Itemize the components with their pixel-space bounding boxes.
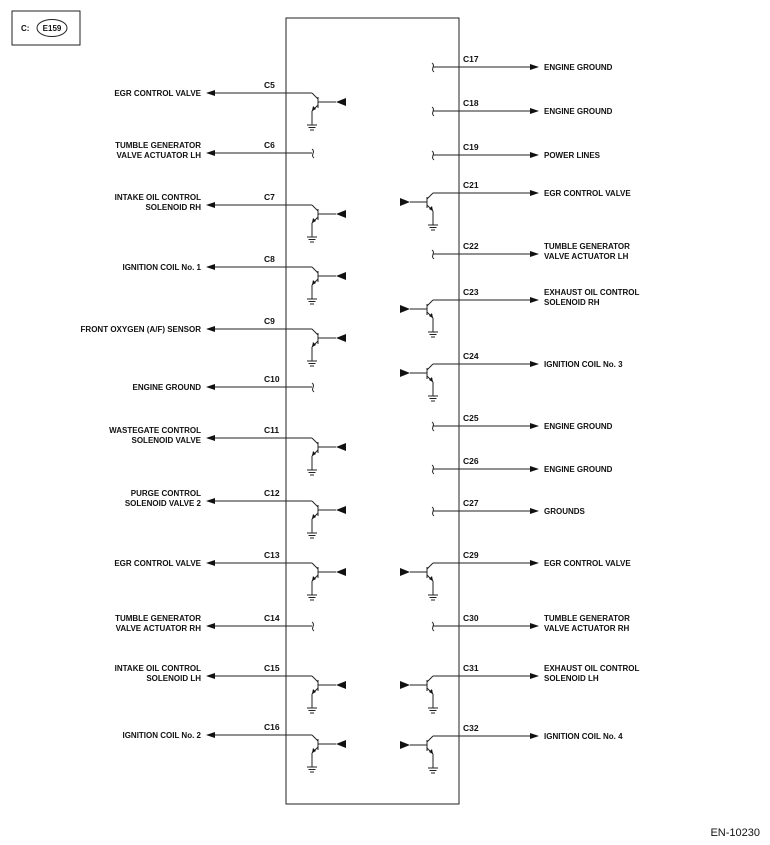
pin-destination-label — [544, 288, 640, 307]
label-line: ENGINE GROUND — [544, 107, 613, 116]
pin-c14 — [115, 613, 314, 633]
output-arrow — [206, 264, 215, 270]
pin-c31 — [400, 663, 640, 713]
pin-c24 — [400, 351, 623, 401]
pin-destination-label — [544, 107, 613, 116]
transistor-symbol — [307, 205, 346, 242]
output-arrow — [206, 384, 215, 390]
ground-symbol — [307, 462, 317, 475]
label-line: IGNITION COIL No. 2 — [122, 731, 201, 740]
pin-destination-label — [544, 360, 623, 369]
pin-destination-label — [125, 489, 202, 508]
output-arrow — [530, 251, 539, 257]
pin-destination-label — [114, 89, 201, 98]
transistor-symbol — [307, 438, 346, 475]
drive-arrow — [400, 681, 410, 689]
drive-arrow — [400, 741, 410, 749]
ground-symbol — [307, 525, 317, 538]
pin-number: C9 — [264, 316, 275, 326]
label-line: SOLENOID LH — [146, 674, 201, 683]
output-arrow — [206, 435, 215, 441]
ground-symbol — [307, 353, 317, 366]
output-arrow — [206, 673, 215, 679]
ground-symbol — [307, 229, 317, 242]
label-line: EXHAUST OIL CONTROL — [544, 288, 640, 297]
pin-destination-label — [109, 426, 202, 445]
pin-number: C15 — [264, 663, 280, 673]
pin-c16 — [122, 722, 346, 772]
pin-number: C32 — [463, 723, 479, 733]
diagram-code: EN-10230 — [710, 827, 760, 839]
label-line: IGNITION COIL No. 4 — [544, 732, 623, 741]
pin-destination-label — [544, 664, 640, 683]
output-arrow — [206, 202, 215, 208]
pin-c13 — [114, 550, 346, 600]
output-arrow — [530, 152, 539, 158]
output-arrow — [530, 64, 539, 70]
output-arrow — [530, 108, 539, 114]
pin-c29 — [400, 550, 631, 600]
ground-symbol — [428, 388, 438, 401]
pin-number: C17 — [463, 54, 479, 64]
pin-destination-label — [133, 383, 202, 392]
pin-number: C29 — [463, 550, 479, 560]
label-line: ENGINE GROUND — [544, 465, 613, 474]
output-arrow — [206, 498, 215, 504]
label-line: TUMBLE GENERATOR — [544, 614, 630, 623]
label-line: FRONT OXYGEN (A/F) SENSOR — [80, 325, 201, 334]
pin-c11 — [109, 425, 346, 475]
label-line: EGR CONTROL VALVE — [114, 559, 201, 568]
drive-arrow — [336, 210, 346, 218]
pin-destination-label — [122, 263, 201, 272]
label-line: TUMBLE GENERATOR — [544, 242, 630, 251]
label-line: ENGINE GROUND — [132, 383, 201, 392]
label-line: ENGINE GROUND — [544, 63, 613, 72]
pin-number: C18 — [463, 98, 479, 108]
pin-number: C27 — [463, 498, 479, 508]
pin-number: C14 — [264, 613, 280, 623]
pin-destination-label — [544, 614, 630, 633]
label-line: VALVE ACTUATOR RH — [115, 624, 201, 633]
transistor-symbol — [400, 736, 438, 773]
output-arrow — [206, 326, 215, 332]
drive-arrow — [400, 568, 410, 576]
pin-destination-label — [115, 614, 201, 633]
pin-number: C12 — [264, 488, 280, 498]
label-line: VALVE ACTUATOR LH — [116, 151, 201, 160]
pin-number: C25 — [463, 413, 479, 423]
output-arrow — [206, 150, 215, 156]
transistor-symbol — [307, 676, 346, 713]
label-line: TUMBLE GENERATOR — [115, 614, 201, 623]
label-line: SOLENOID VALVE — [131, 436, 201, 445]
transistor-symbol — [400, 300, 438, 337]
ecm-box — [286, 18, 459, 804]
label-line: SOLENOID LH — [544, 674, 599, 683]
pin-destination-label — [544, 189, 631, 198]
label-line: TUMBLE GENERATOR — [115, 141, 201, 150]
ground-symbol — [307, 117, 317, 130]
pin-number: C11 — [264, 425, 280, 435]
ground-symbol — [307, 700, 317, 713]
output-arrow — [530, 466, 539, 472]
drive-arrow — [336, 568, 346, 576]
pin-destination-label — [544, 507, 586, 516]
output-arrow — [530, 508, 539, 514]
transistor-symbol — [307, 501, 346, 538]
pin-destination-label — [544, 465, 613, 474]
pin-number: C5 — [264, 80, 275, 90]
label-line: SOLENOID VALVE 2 — [124, 499, 201, 508]
label-line: VALVE ACTUATOR LH — [544, 252, 629, 261]
pin-c32 — [400, 723, 623, 773]
output-arrow — [530, 673, 539, 679]
transistor-symbol — [307, 267, 346, 304]
drive-arrow — [336, 443, 346, 451]
pin-destination-label — [114, 559, 201, 568]
label-line: INTAKE OIL CONTROL — [114, 193, 201, 202]
pin-number: C19 — [463, 142, 479, 152]
transistor-symbol — [307, 329, 346, 366]
transistor-symbol — [307, 93, 346, 130]
drive-arrow — [336, 506, 346, 514]
pin-c19 — [432, 142, 601, 160]
pin-number: C26 — [463, 456, 479, 466]
pin-number: C7 — [264, 192, 275, 202]
pin-number: C10 — [264, 374, 280, 384]
drive-arrow — [336, 272, 346, 280]
left-pins — [81, 80, 346, 772]
output-arrow — [530, 423, 539, 429]
label-line: SOLENOID RH — [145, 203, 201, 212]
label-line: EXHAUST OIL CONTROL — [544, 664, 640, 673]
pin-c12 — [125, 488, 346, 538]
pin-c7 — [115, 192, 346, 242]
pin-number: C31 — [463, 663, 479, 673]
output-arrow — [530, 560, 539, 566]
label-line: SOLENOID RH — [544, 298, 600, 307]
pin-c5 — [114, 80, 346, 130]
transistor-symbol — [400, 676, 438, 713]
drive-arrow — [336, 681, 346, 689]
pin-c10 — [133, 374, 314, 392]
pin-number: C6 — [264, 140, 275, 150]
pin-c27 — [432, 498, 586, 516]
transistor-symbol — [307, 735, 346, 772]
pin-number: C13 — [264, 550, 280, 560]
label-line: EGR CONTROL VALVE — [544, 189, 631, 198]
output-arrow — [530, 361, 539, 367]
transistor-symbol — [400, 193, 438, 230]
connector-id: E159 — [42, 24, 62, 33]
output-arrow — [530, 623, 539, 629]
label-line: ENGINE GROUND — [544, 422, 613, 431]
drive-arrow — [400, 198, 410, 206]
pin-c21 — [400, 180, 631, 230]
label-line: IGNITION COIL No. 3 — [544, 360, 623, 369]
label-line: GROUNDS — [544, 507, 585, 516]
pin-destination-label — [122, 731, 201, 740]
pin-number: C30 — [463, 613, 479, 623]
pin-c23 — [400, 287, 640, 337]
output-arrow — [530, 190, 539, 196]
label-line: PURGE CONTROL — [130, 489, 201, 498]
drive-arrow — [400, 369, 410, 377]
output-arrow — [206, 560, 215, 566]
wire-break — [312, 149, 314, 158]
label-line: VALVE ACTUATOR RH — [544, 624, 630, 633]
label-line: POWER LINES — [544, 151, 601, 160]
pin-c8 — [122, 254, 346, 304]
output-arrow — [206, 732, 215, 738]
ground-symbol — [307, 587, 317, 600]
label-line: EGR CONTROL VALVE — [114, 89, 201, 98]
pin-destination-label — [115, 193, 202, 212]
wire-break — [312, 622, 314, 631]
connector-prefix: C: — [21, 24, 30, 33]
right-pins — [400, 54, 640, 773]
label-line: IGNITION COIL No. 1 — [122, 263, 201, 272]
drive-arrow — [336, 334, 346, 342]
pin-number: C23 — [463, 287, 479, 297]
transistor-symbol — [307, 563, 346, 600]
pin-number: C24 — [463, 351, 479, 361]
wire-break — [312, 383, 314, 392]
label-line: INTAKE OIL CONTROL — [114, 664, 201, 673]
pin-destination-label — [544, 732, 623, 741]
label-line: WASTEGATE CONTROL — [109, 426, 201, 435]
pin-c6 — [115, 140, 314, 160]
transistor-symbol — [400, 364, 438, 401]
pin-c15 — [115, 663, 346, 713]
pin-destination-label — [544, 151, 601, 160]
drive-arrow — [336, 740, 346, 748]
output-arrow — [206, 90, 215, 96]
pin-c22 — [432, 241, 630, 261]
drive-arrow — [400, 305, 410, 313]
pin-number: C8 — [264, 254, 275, 264]
pin-c30 — [432, 613, 630, 633]
ground-symbol — [428, 324, 438, 337]
pin-number: C16 — [264, 722, 280, 732]
connector-badge — [12, 11, 80, 45]
pin-destination-label — [544, 422, 613, 431]
pin-destination-label — [81, 325, 202, 334]
pin-c9 — [81, 316, 346, 366]
pin-destination-label — [115, 664, 202, 683]
ground-symbol — [428, 217, 438, 230]
drive-arrow — [336, 98, 346, 106]
ground-symbol — [428, 700, 438, 713]
output-arrow — [530, 733, 539, 739]
label-line: EGR CONTROL VALVE — [544, 559, 631, 568]
pin-number: C21 — [463, 180, 479, 190]
ground-symbol — [428, 760, 438, 773]
pin-number: C22 — [463, 241, 479, 251]
pin-destination-label — [544, 242, 630, 261]
ground-symbol — [428, 587, 438, 600]
transistor-symbol — [400, 563, 438, 600]
pin-destination-label — [115, 141, 201, 160]
ground-symbol — [307, 759, 317, 772]
pin-destination-label — [544, 559, 631, 568]
ground-symbol — [307, 291, 317, 304]
output-arrow — [530, 297, 539, 303]
pin-destination-label — [544, 63, 613, 72]
output-arrow — [206, 623, 215, 629]
